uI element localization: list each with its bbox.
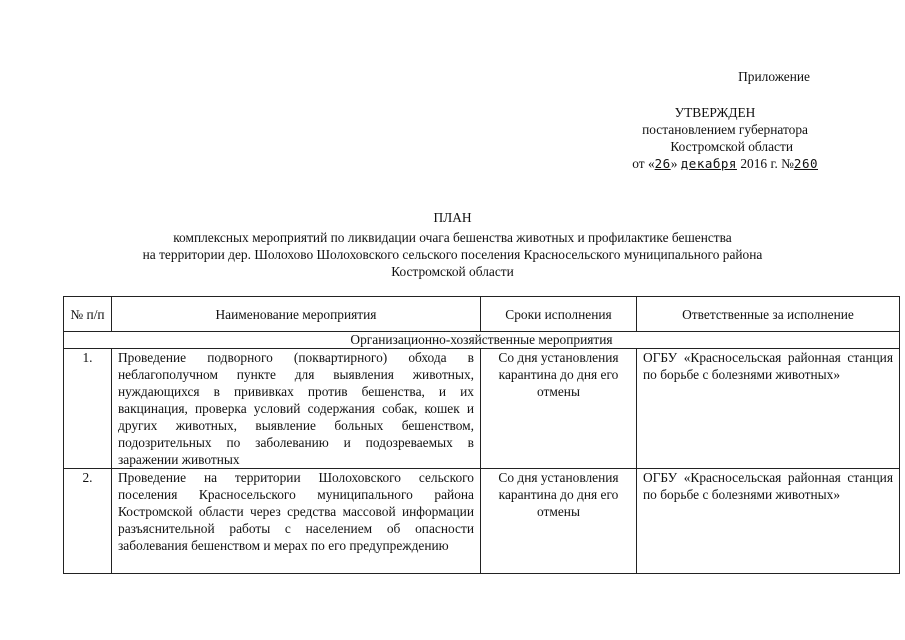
- plan-heading: ПЛАН: [433, 210, 472, 225]
- table-header-row: [64, 297, 900, 332]
- row-num: 1.: [64, 349, 112, 469]
- plan-table: [63, 296, 900, 574]
- date-year: 2016 г. №: [740, 156, 794, 171]
- row-name: Проведение на территории Шолоховского сельского поселения Красносельского муниципального района Костромской области через средства массовой информации разъяснительной работы с населением об опасности заболевания бешенством и мерах по его предупреждению: [112, 469, 481, 574]
- date-month: декабря: [680, 156, 737, 171]
- approved-label: УТВЕРЖДЕН: [674, 105, 756, 120]
- date-day: 26: [654, 156, 671, 171]
- header-num: № п/п: [64, 297, 112, 332]
- appendix-label: Приложение: [738, 69, 810, 84]
- row-name: Проведение подворного (поквартирного) обхода в неблагополучном пункте для выявления животных, нуждающихся в прививках против бешенства, и их вакцинация, проверка условий содержания собак, кошек и других животных, выявление больных бешенством, подозрительных по заболеванию и подозреваемых в заражении животных: [112, 349, 481, 469]
- region-label: Костромской области: [670, 139, 793, 154]
- document-title: [90, 209, 815, 280]
- row-term: Со дня установления карантина до дня его отмены: [481, 349, 637, 469]
- approval-block: [560, 68, 830, 172]
- date-prefix: от «: [632, 156, 655, 171]
- row-num: 2.: [64, 469, 112, 574]
- decree-date-line: [560, 155, 830, 172]
- header-term: Сроки исполнения: [481, 297, 637, 332]
- row-responsible: ОГБУ «Красносельская районная станция по борьбе с болезнями животных»: [637, 349, 900, 469]
- row-term: Со дня установления карантина до дня его отмены: [481, 469, 637, 574]
- date-mid: »: [670, 156, 678, 171]
- section-title: Организационно-хозяйственные мероприятия: [64, 332, 900, 349]
- row-responsible: ОГБУ «Красносельская районная станция по борьбе с болезнями животных»: [637, 469, 900, 574]
- decree-label: постановлением губернатора: [642, 122, 808, 137]
- header-resp: Ответственные за исполнение: [637, 297, 900, 332]
- title-line-1: комплексных мероприятий по ликвидации очага бешенства животных и профилактике бешенства: [173, 230, 732, 245]
- title-line-2: на территории дер. Шолохово Шолоховского сельского поселения Красносельского муниципального района: [142, 247, 763, 262]
- section-row: [64, 332, 900, 349]
- table-row: [64, 349, 900, 469]
- table-row: [64, 469, 900, 574]
- title-line-3: Костромской области: [391, 264, 514, 279]
- header-name: Наименование мероприятия: [112, 297, 481, 332]
- decree-number: 260: [793, 156, 818, 171]
